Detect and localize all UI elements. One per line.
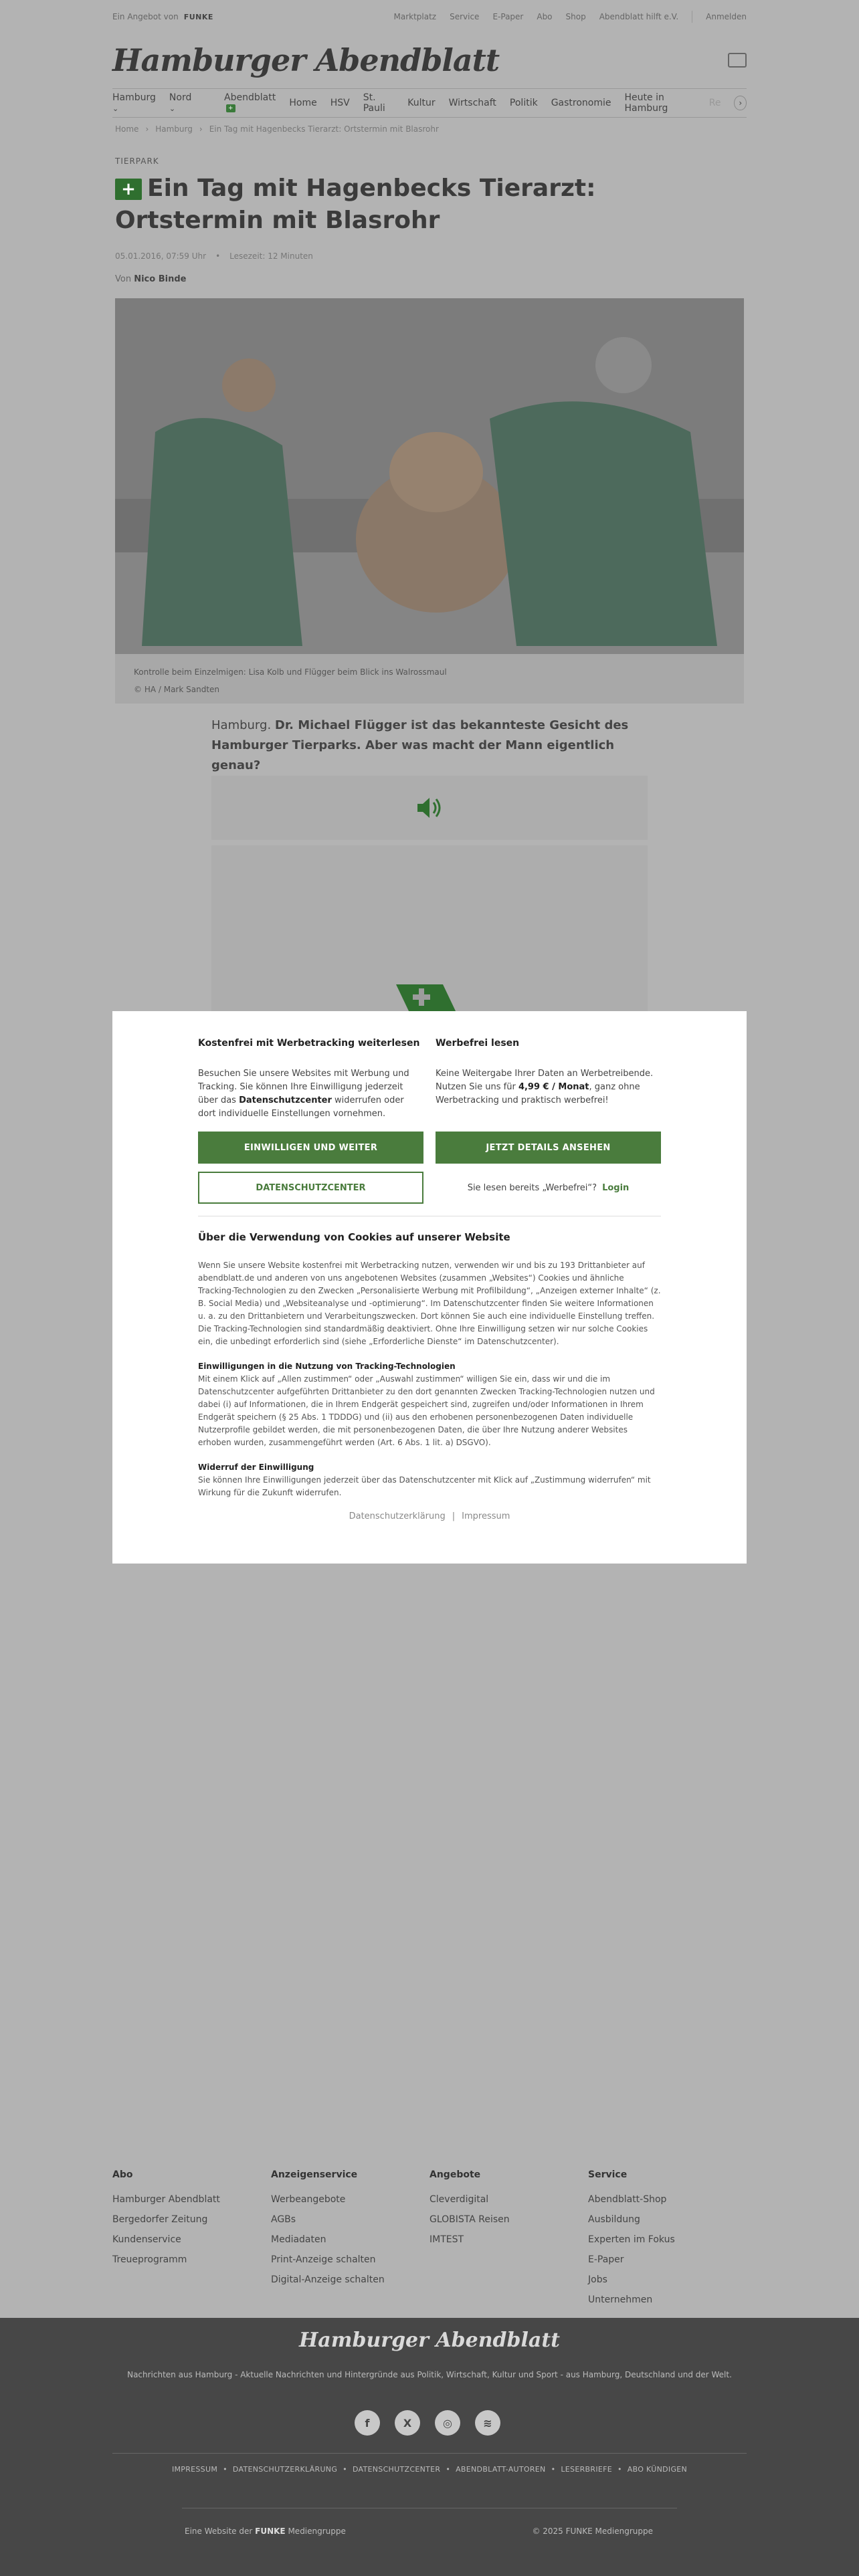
article-kicker: TIERPARK <box>115 156 159 166</box>
nav-item-nord[interactable]: Nord ⌄ <box>169 92 195 114</box>
consent-link-separator: | <box>452 1511 456 1521</box>
article-lead <box>211 716 648 776</box>
nav-item-st-pauli[interactable]: St. Pauli <box>363 92 385 114</box>
instagram-icon[interactable]: ◎ <box>435 2410 460 2436</box>
option-tracking-title: Kostenfrei mit Werbetracking weiterlesen <box>198 1038 420 1049</box>
author-name[interactable]: Nico Binde <box>134 274 187 284</box>
cookie-paragraph-2: Mit einem Klick auf „Allen zustimmen“ oder „Auswahl zustimmen“ willigen Sie ein, dass wir und die im Datenschutzcenter aufgeführten Drittanbieter zu den dort genannten Zwecken Tracking-Technologien nutzen und dabei (i) auf Informationen, die in Ihrem Endgerät gespeichert sind, zugreifen und/oder Informationen in Ihrem Endgerät speichern (§ 25 Abs. 1 TDDDG) und (ii) aus den erhobenen personenbezogenen Daten individuelle Nutzerprofile gebildet werden, die mit personenbezogenen Daten, die über Ihre Nutzung anderer Websites erhoben wurden, zusammengeführt werden (Art. 6 Abs. 1 lit. a) DSGVO). <box>198 1374 655 1447</box>
nav-item-gastronomie[interactable]: Gastronomie <box>551 98 611 108</box>
top-link-epaper[interactable]: E-Paper <box>492 12 524 21</box>
datenschutzcenter-inline: Datenschutzcenter <box>239 1095 332 1105</box>
nav-item-home[interactable]: Home <box>289 98 317 108</box>
social-links <box>355 2410 500 2436</box>
option-adfree-text: Keine Weitergabe Ihrer Daten an Werbetreibende. Nutzen Sie uns für 4,99 € / Monat, ganz ohne Werbetracking und praktisch werbefrei! <box>436 1069 654 1105</box>
legal-separator: • <box>223 2465 227 2474</box>
footer-col-abo <box>112 2169 271 2310</box>
footer-link[interactable]: Abendblatt-Shop <box>588 2194 667 2205</box>
footer-link[interactable]: Kundenservice <box>112 2234 181 2245</box>
article-date: 05.01.2016, 07:59 Uhr <box>115 251 207 261</box>
x-icon[interactable]: X <box>395 2410 420 2436</box>
speaker-icon[interactable] <box>415 794 444 821</box>
nav-item-abendblatt-label: Abendblatt <box>224 92 276 103</box>
top-bar <box>112 0 747 33</box>
top-link-service[interactable]: Service <box>450 12 480 21</box>
footer-col-anzeigenservice <box>271 2169 430 2310</box>
privacy-center-button[interactable]: DATENSCHUTZCENTER <box>198 1172 423 1204</box>
legal-link-leserbriefe[interactable]: LESERBRIEFE <box>561 2465 612 2474</box>
audio-player[interactable] <box>211 776 648 840</box>
top-links <box>393 11 747 23</box>
option-tracking <box>198 1038 423 1204</box>
legal-link-autoren[interactable]: ABENDBLATT-AUTOREN <box>456 2465 546 2474</box>
footer-link[interactable]: Hamburger Abendblatt <box>112 2194 220 2205</box>
author-prefix: Von <box>115 274 132 284</box>
accept-button[interactable]: EINWILLIGEN UND WEITER <box>198 1132 423 1164</box>
footer-link[interactable]: Ausbildung <box>588 2214 640 2225</box>
legal-link-impressum[interactable]: IMPRESSUM <box>171 2465 218 2474</box>
plus-badge-icon: + <box>226 104 235 112</box>
footer-link[interactable]: Werbeangebote <box>271 2194 346 2205</box>
legal-link-abo-kuendigen[interactable]: ABO KÜNDIGEN <box>627 2465 688 2474</box>
nav-scroll-right-icon[interactable]: › <box>734 96 747 110</box>
consent-privacy-link[interactable]: Datenschutzerklärung <box>349 1511 446 1521</box>
offer-prefix: Ein Angebot von <box>112 12 179 21</box>
footer-link[interactable]: E-Paper <box>588 2254 624 2265</box>
footer-link[interactable]: Experten im Fokus <box>588 2234 675 2245</box>
rss-icon[interactable]: ≋ <box>475 2410 500 2436</box>
consent-imprint-link[interactable]: Impressum <box>462 1511 510 1521</box>
facebook-icon[interactable]: f <box>355 2410 380 2436</box>
login-link[interactable]: Anmelden <box>706 12 747 21</box>
legal-links <box>0 2465 859 2474</box>
lead-text: Dr. Michael Flügger ist das bekannteste Gesicht des Hamburger Tierparks. Aber was macht der Mann eigentlich genau? <box>211 718 629 772</box>
nav-item-wirtschaft[interactable]: Wirtschaft <box>448 98 496 108</box>
top-link-abo[interactable]: Abo <box>537 12 553 21</box>
top-link-abendblatt-hilft[interactable]: Abendblatt hilft e.V. <box>599 12 679 21</box>
breadcrumb-home[interactable]: Home <box>115 124 139 134</box>
footer-col-title: Anzeigenservice <box>271 2169 358 2180</box>
cookie-paragraph-3: Sie können Ihre Einwilligungen jederzeit über das Datenschutzcenter mit Klick auf „Zustimmung widerrufen“ mit Wirkung für die Zukunft widerrufen. <box>198 1475 651 1497</box>
price: 4,99 € / Monat <box>518 1082 589 1092</box>
legal-separator: • <box>617 2465 622 2474</box>
nav-item-hamburg[interactable]: Hamburg ⌄ <box>112 92 156 114</box>
option-adfree <box>436 1038 661 1204</box>
nav-item-truncated[interactable]: Re <box>708 98 721 108</box>
article-meta <box>115 251 313 261</box>
image-caption <box>115 654 744 704</box>
legal-link-datenschutzcenter[interactable]: DATENSCHUTZCENTER <box>352 2465 441 2474</box>
consent-dialog <box>112 1011 747 1564</box>
nav-item-kultur[interactable]: Kultur <box>407 98 436 108</box>
legal-link-datenschutzerklaerung[interactable]: DATENSCHUTZERKLÄRUNG <box>232 2465 338 2474</box>
footer-col-service <box>588 2169 747 2310</box>
author-line <box>115 274 186 284</box>
footer-bottom <box>185 2527 653 2536</box>
copyright: © 2025 FUNKE Mediengruppe <box>532 2527 653 2536</box>
nav-item-hsv[interactable]: HSV <box>330 98 350 108</box>
logo-row <box>112 33 747 87</box>
funke-logo[interactable]: FUNKE <box>183 12 213 21</box>
footer-link[interactable]: Mediadaten <box>271 2234 326 2245</box>
hero-image <box>115 298 744 654</box>
footer-link[interactable]: Cleverdigital <box>430 2194 489 2205</box>
footer-link[interactable]: Print-Anzeige schalten <box>271 2254 376 2265</box>
funke-website-note: Eine Website der FUNKE Mediengruppe <box>185 2527 346 2536</box>
footer-logo[interactable]: Hamburger Abendblatt <box>298 2329 561 2352</box>
nav-item-heute[interactable]: Heute in Hamburg <box>624 92 668 114</box>
lead-place: Hamburg. <box>211 718 272 732</box>
funke-brand[interactable]: FUNKE <box>255 2527 286 2536</box>
legal-separator: • <box>343 2465 347 2474</box>
footer-link[interactable]: AGBs <box>271 2214 296 2225</box>
cookie-paragraph-1: Wenn Sie unsere Website kostenfrei mit Werbetracking nutzen, verwenden wir und bis zu 193 Drittanbieter auf abendblatt.de und anderen von uns angebotenen Websites (zusammen „Websites“) Cookies und ähnliche Tracking-Technologien zu den Zwecken „Personalisierte Werbung mit Profilbildung“, „Anzeigen externer Inhalte“ (z. B. Social Media) und „Websiteanalyse und -optimierung“. Im Datenschutzcenter finden Sie weitere Informationen u. a. zu den Drittanbietern und Verarbeitungszwecken. Dort können Sie auch eine individuelle Einstellung treffen. Die Tracking-Technologien sind standardmäßig deaktiviert. Ohne Ihre Einwilligung setzen wir nur solche Cookies ein, die unbedingt erforderlich sind (siehe „Erforderliche Dienste“ im Datenschutzcenter). <box>198 1261 661 1346</box>
legal-separator: • <box>551 2465 556 2474</box>
legal-separator: • <box>446 2465 451 2474</box>
breadcrumb-separator-icon: › <box>145 124 149 134</box>
cookie-title: Über die Verwendung von Cookies auf unserer Website <box>198 1231 510 1243</box>
consent-footer-links <box>198 1511 661 1521</box>
footer-divider <box>112 2453 747 2454</box>
details-button[interactable]: JETZT DETAILS ANSEHEN <box>436 1132 661 1164</box>
footer-link[interactable]: Bergedorfer Zeitung <box>112 2214 208 2225</box>
footer-link[interactable]: GLOBISTA Reisen <box>430 2214 510 2225</box>
main-nav <box>112 88 747 118</box>
cookie-subtitle-consent: Einwilligungen in die Nutzung von Tracking-Technologien <box>198 1362 456 1371</box>
footer-link[interactable]: Jobs <box>588 2274 607 2285</box>
plus-article-icon: + <box>115 179 142 200</box>
option-tracking-text: Besuchen Sie unsere Websites mit Werbung und Tracking. Sie können Ihre Einwilligung jederzeit über das Datenschutzcenter widerrufen oder dort individuelle Einstellungen vornehmen. <box>198 1069 409 1119</box>
breadcrumb <box>115 124 439 134</box>
adfree-login-link[interactable]: Login <box>602 1182 630 1193</box>
nav-item-politik[interactable]: Politik <box>509 98 538 108</box>
breadcrumb-hamburg[interactable]: Hamburg <box>155 124 193 134</box>
nav-item-abendblatt-plus[interactable] <box>224 92 276 114</box>
article-headline <box>115 173 744 237</box>
footer-link[interactable]: IMTEST <box>430 2234 464 2245</box>
footer-tagline: Nachrichten aus Hamburg - Aktuelle Nachrichten und Hintergründe aus Politik, Wirtschaft, Kultur und Sport - aus Hamburg, Deutschland und der Welt. <box>127 2370 732 2379</box>
footer-link[interactable]: Unternehmen <box>588 2294 653 2305</box>
adfree-login-row <box>436 1172 661 1204</box>
footer-col-title: Abo <box>112 2169 133 2180</box>
top-link-shop[interactable]: Shop <box>565 12 586 21</box>
footer-col-title: Angebote <box>430 2169 481 2180</box>
consent-options <box>198 1038 661 1204</box>
cookie-subtitle-revoke: Widerruf der Einwilligung <box>198 1463 314 1472</box>
footer-link[interactable]: Treueprogramm <box>112 2254 187 2265</box>
footer-col-angebote <box>430 2169 588 2310</box>
plus-teaser-icon <box>211 845 648 1012</box>
caption-text: Kontrolle beim Einzelmigen: Lisa Kolb und Flügger beim Blick ins Walrossmaul <box>134 667 447 677</box>
headline-text: Ein Tag mit Hagenbecks Tierarzt: Ortstermin mit Blasrohr <box>115 175 596 234</box>
option-adfree-title: Werbefrei lesen <box>436 1038 520 1049</box>
plus-teaser <box>211 845 648 1012</box>
site-logo[interactable]: Hamburger Abendblatt <box>112 42 500 78</box>
meta-separator: • <box>215 251 221 261</box>
epaper-icon[interactable] <box>728 53 747 68</box>
hero-illustration <box>115 298 744 654</box>
adfree-login-prompt: Sie lesen bereits „Werbefrei“? <box>467 1182 597 1193</box>
offer-line <box>112 12 213 21</box>
caption-credit: © HA / Mark Sandten <box>134 685 220 694</box>
breadcrumb-current: Ein Tag mit Hagenbecks Tierarzt: Ortstermin mit Blasrohr <box>209 124 439 134</box>
breadcrumb-separator-icon: › <box>199 124 203 134</box>
top-link-marktplatz[interactable]: Marktplatz <box>393 12 437 21</box>
read-time: Lesezeit: 12 Minuten <box>229 251 313 261</box>
footer-link[interactable]: Digital-Anzeige schalten <box>271 2274 385 2285</box>
footer-col-title: Service <box>588 2169 628 2180</box>
dark-footer <box>0 2318 859 2576</box>
footer-link-columns <box>112 2169 747 2310</box>
